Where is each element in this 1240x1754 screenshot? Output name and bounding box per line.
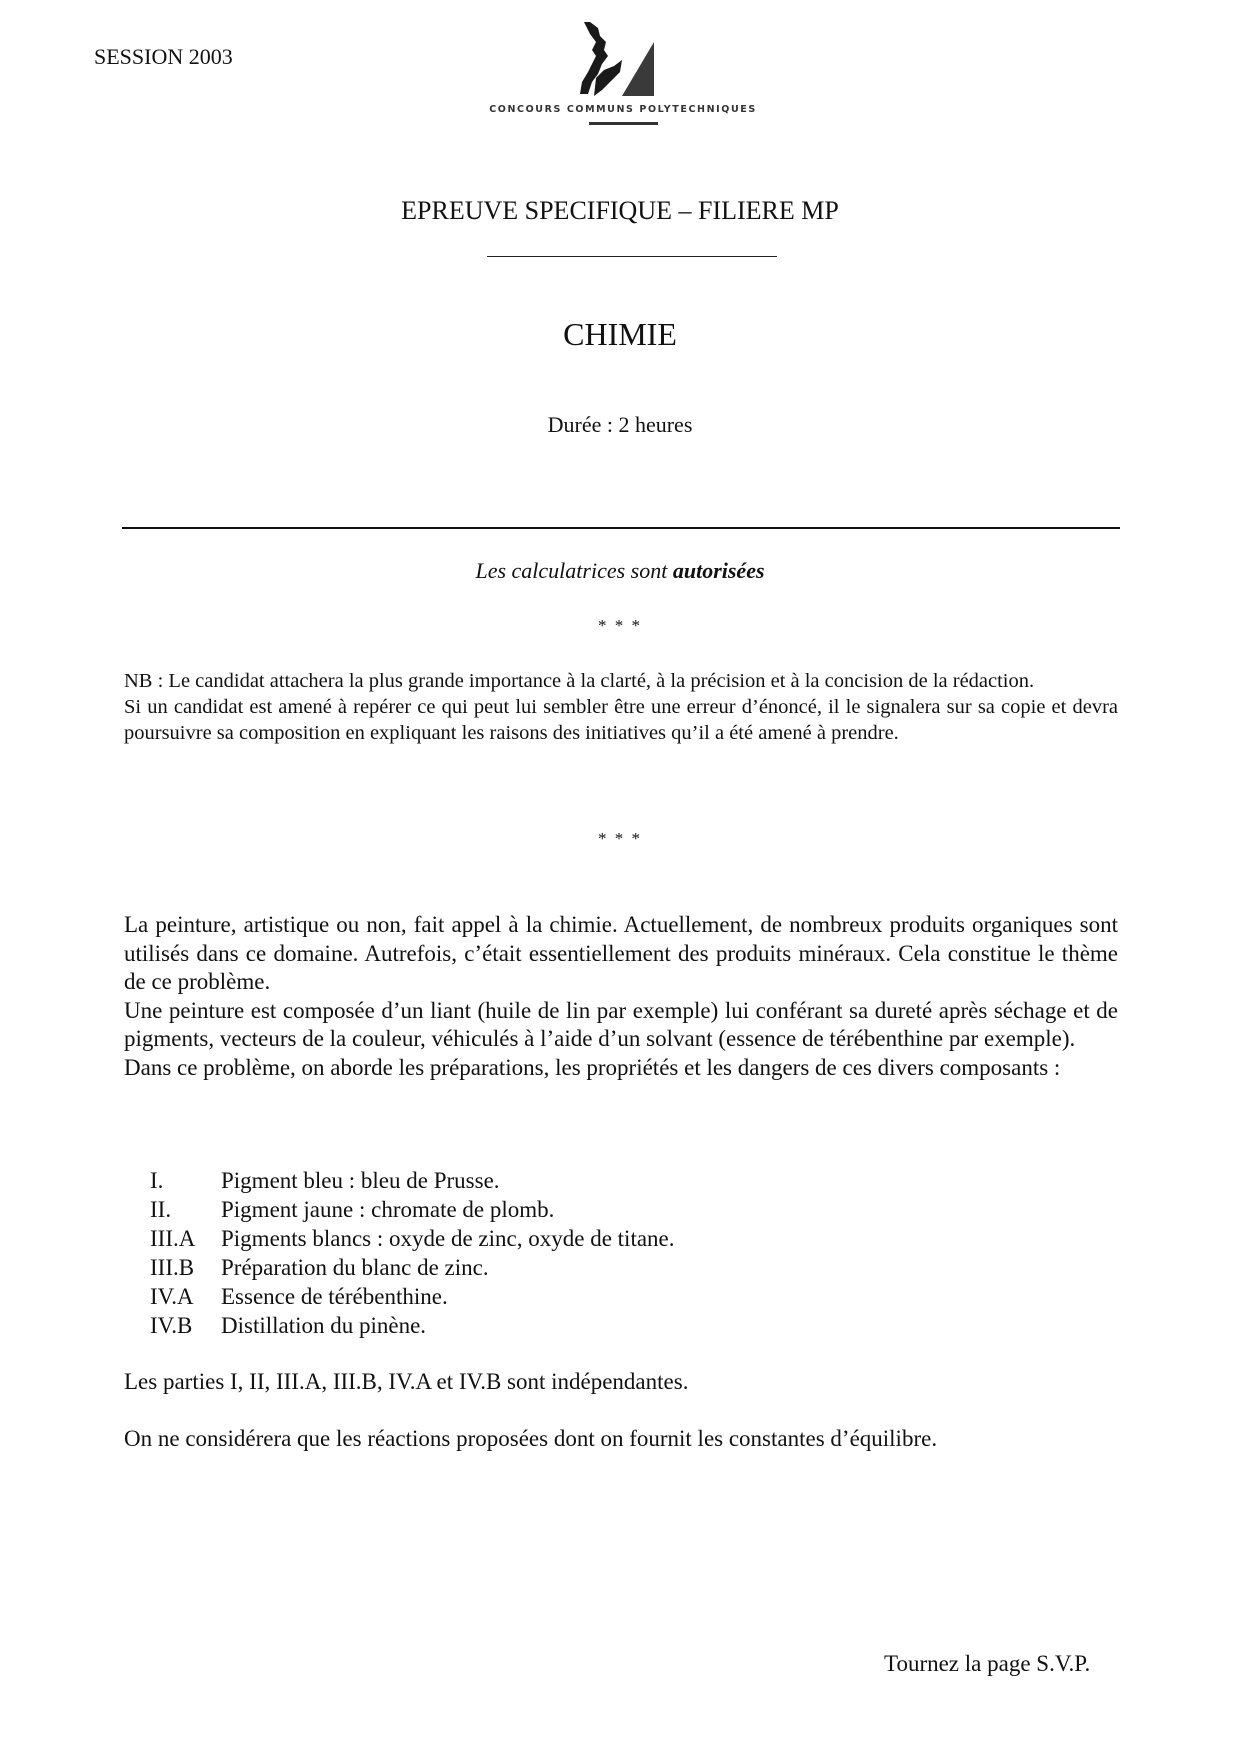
duration-label: Durée : 2 heures — [547, 412, 693, 437]
divider — [122, 527, 1120, 529]
intro-text — [124, 911, 1118, 1082]
part-title: Pigments blancs : oxyde de zinc, oxyde de titane. — [221, 1226, 675, 1251]
session-label: SESSION 2003 — [94, 44, 233, 69]
list-item — [150, 1282, 1050, 1311]
list-item — [150, 1195, 1050, 1224]
independence-note: Les parties I, II, III.A, III.B, IV.A et IV.B sont indépendantes. — [124, 1369, 689, 1394]
intro-paragraph: Une peinture est composée d’un liant (huile de lin par exemple) lui conférant sa dureté après séchage et de pigments, vecteurs de la couleur, véhiculés à l’aide d’un solvant (essence de térébenthine par exemple). — [124, 997, 1118, 1051]
nb-notice — [124, 668, 1118, 746]
list-item — [150, 1311, 1050, 1340]
list-item — [150, 1224, 1050, 1253]
part-title: Essence de térébenthine. — [221, 1284, 448, 1309]
reactions-note: On ne considérera que les réactions proposées dont on fournit les constantes d’équilibre. — [124, 1426, 938, 1451]
part-number: III.A — [150, 1226, 196, 1251]
logo-underline — [589, 122, 658, 125]
part-number: II. — [150, 1197, 172, 1222]
part-number: III.B — [150, 1255, 195, 1280]
calculators-emphasis: autorisées — [672, 558, 765, 583]
logo-emblem-icon — [578, 20, 668, 100]
nb-paragraph: Si un candidat est amené à repérer ce qui peut lui sembler être une erreur d’énoncé, il le signalera sur sa copie et devra poursuivre sa composition en expliquant les raisons des initiatives qu’il a été amené à prendre. — [124, 696, 1118, 744]
logo-caption: CONCOURS COMMUNS POLYTECHNIQUES — [489, 104, 757, 115]
part-title: Distillation du pinène. — [221, 1313, 427, 1338]
list-item — [150, 1166, 1050, 1195]
turn-page-label: Tournez la page S.V.P. — [884, 1651, 1091, 1676]
part-title: Préparation du blanc de zinc. — [221, 1255, 489, 1280]
separator-stars: * * * — [598, 829, 642, 848]
part-number: IV.B — [150, 1313, 193, 1338]
part-title: Pigment bleu : bleu de Prusse. — [221, 1168, 500, 1193]
part-title: Pigment jaune : chromate de plomb. — [221, 1197, 555, 1222]
parts-list — [150, 1166, 1050, 1340]
logo — [468, 20, 778, 130]
part-number: I. — [150, 1168, 164, 1193]
list-item — [150, 1253, 1050, 1282]
part-number: IV.A — [150, 1284, 194, 1309]
separator-stars: * * * — [598, 616, 642, 635]
intro-paragraph: La peinture, artistique ou non, fait appel à la chimie. Actuellement, de nombreux produits organiques sont utilisés dans ce domaine. Autrefois, c’était essentiellement des produits minéraux. Cela constitue le thème de ce problème. — [124, 912, 1118, 994]
intro-paragraph: Dans ce problème, on aborde les préparations, les propriétés et les dangers de ces divers composants : — [124, 1054, 1061, 1080]
calculators-note — [0, 558, 1240, 584]
title-underline — [487, 256, 777, 257]
calculators-prefix: Les calculatrices sont — [475, 558, 673, 583]
nb-paragraph: NB : Le candidat attachera la plus grande importance à la clarté, à la précision et à la concision de la rédaction. — [124, 670, 1035, 692]
exam-title: EPREUVE SPECIFIQUE – FILIERE MP — [401, 196, 839, 225]
subject-title: CHIMIE — [563, 316, 677, 352]
